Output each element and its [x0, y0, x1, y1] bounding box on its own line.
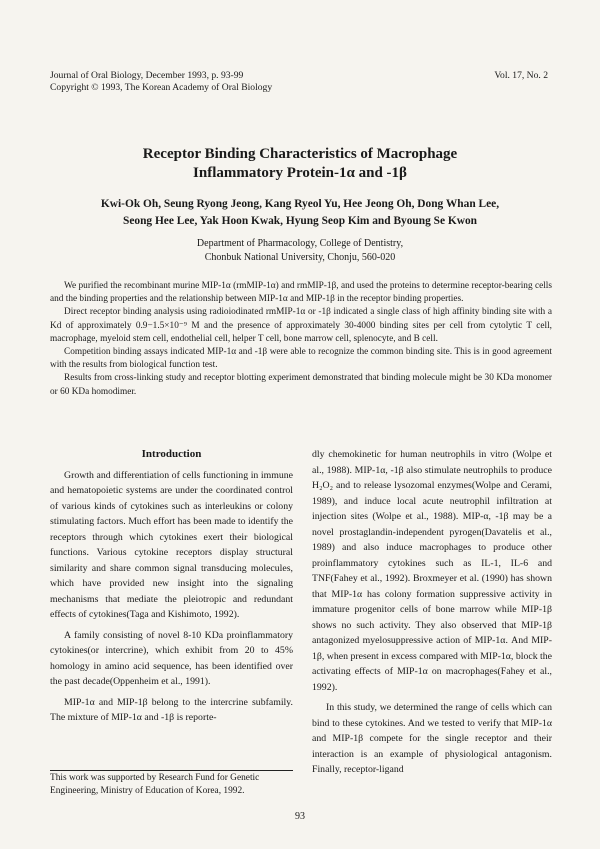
abstract: [50, 280, 552, 399]
body-paragraph: In this study, we determined the range of cells which can bind to these cytokines. And we tested to verify that MIP-1α and MIP-1β compete for the single receptor and their interaction is an example of physiological antagonism. Finally, receptor-ligand: [312, 702, 552, 775]
footnote-divider: [50, 770, 293, 771]
journal-citation: Journal of Oral Biology, December 1993, p. 93-99: [50, 70, 244, 81]
body-paragraph: dly chemokinetic for human neutrophils in vitro (Wolpe et al., 1988). MIP-1α, -1β also stimulate neutrophils to produce H₂O₂ and to release lysozomal enzymes(Wolpe and Cerami, 1989), and induce local acute neutrophil infiltration at injection sites (Wolpe et al., 1988). MIP-α, -1β may be a novel prostaglandin-independent pyrogen(Davatelis et al., 1989) and also induce macrophages to produce other proinflammatory cytokines such as IL-1, IL-6 and TNF(Fahey et al., 1992). Broxmeyer et al. (1990) has shown that MIP-1α has colony formation suppressive activity in immature progenitor cells of bone marrow while MIP-1β shows no such activity. They also observed that MIP-1β antagonized myelosuppressive action of MIP-1α. And MIP-1β, when present in excess compared with MIP-1α, block the activating effects of MIP-1α on macrophages(Fahey et al., 1992).: [312, 449, 553, 693]
body-paragraph: MIP-1α and MIP-1β belong to the intercrine subfamily. The mixture of MIP-1α and -1β is reporte-: [50, 696, 293, 723]
copyright-line: Copyright © 1993, The Korean Academy of Oral Biology: [50, 82, 273, 93]
funding-footnote: This work was supported by Research Fund for Genetic Engineering, Ministry of Education of Korea, 1992.: [50, 773, 260, 796]
affiliation-line-1: Department of Pharmacology, College of Dentistry,: [196, 238, 404, 249]
authors-line-2: Seong Hee Lee, Yak Hoon Kwak, Hyung Seop Kim and Byoung Se Kwon: [122, 215, 477, 227]
page-number: 93: [295, 811, 305, 822]
title-line-1: Receptor Binding Characteristics of Macrophage: [142, 146, 458, 162]
abstract-paragraph: Direct receptor binding analysis using radioiodinated rmMIP-1α or -1β indicated a single class of high affinity binding site with a Kd of approximately 0.9−1.5×10⁻⁹ M and the presence of approximately 30-4000 binding sites per cell from cytolytic T cell, macrophage, myeloid stem cell, endothelial cell, helper T cell, bone marrow cell, splenocyte, and B cell.: [50, 307, 552, 344]
left-column: [50, 447, 293, 726]
body-paragraph: Growth and differentiation of cells functioning in immune and hematopoietic systems are under the coordinated control of various kinds of cytokines such as interleukins or colony stimulating factors. Much effort has been made to identify the receptors through which cytokines exert their biological functions. Various cytokine receptors display structural similarity and share common signal transducing molecules, which have provided new insight into the signaling mechanisms that mediate the pleiotropic and redundant effects of cytokines(Taga and Kishimoto, 1992).: [50, 469, 293, 620]
abstract-paragraph: Results from cross-linking study and receptor blotting experiment demonstrated that binding molecule might be 30 KDa monomer or 60 KDa homodimer.: [50, 373, 552, 397]
introduction-heading: Introduction: [141, 448, 202, 460]
affiliation-line-2: Chonbuk National University, Chonju, 560-020: [204, 252, 396, 263]
volume-label: Vol. 17, No. 2: [494, 70, 548, 81]
right-column: [312, 447, 552, 778]
authors-line-1: Kwi-Ok Oh, Seung Ryong Jeong, Kang Ryeol Yu, Hee Jeong Oh, Dong Whan Lee,: [100, 198, 500, 210]
body-paragraph: A family consisting of novel 8-10 KDa proinflammatory cytokines(or intercrine), which exhibit from 20 to 45% homology in amino acid sequence, has been identified over the past decade(Oppenheim et al., 1991).: [50, 629, 293, 687]
abstract-paragraph: We purified the recombinant murine MIP-1α (rmMIP-1α) and rmMIP-1β, and used the proteins to determine receptor-bearing cells and the binding properties and the relationship between MIP-1α and MIP-1β in the receptor binding properties.: [50, 281, 552, 305]
abstract-paragraph: Competition binding assays indicated MIP-1α and -1β were able to recognize the common binding site. This is in good agreement with the results from biological function test.: [50, 347, 552, 371]
author-list: [55, 196, 545, 230]
title-line-2: Inflammatory Protein-1α and -1β: [193, 165, 407, 181]
journal-header: [50, 70, 272, 94]
paper-title: [40, 145, 560, 183]
affiliation: [60, 237, 540, 265]
